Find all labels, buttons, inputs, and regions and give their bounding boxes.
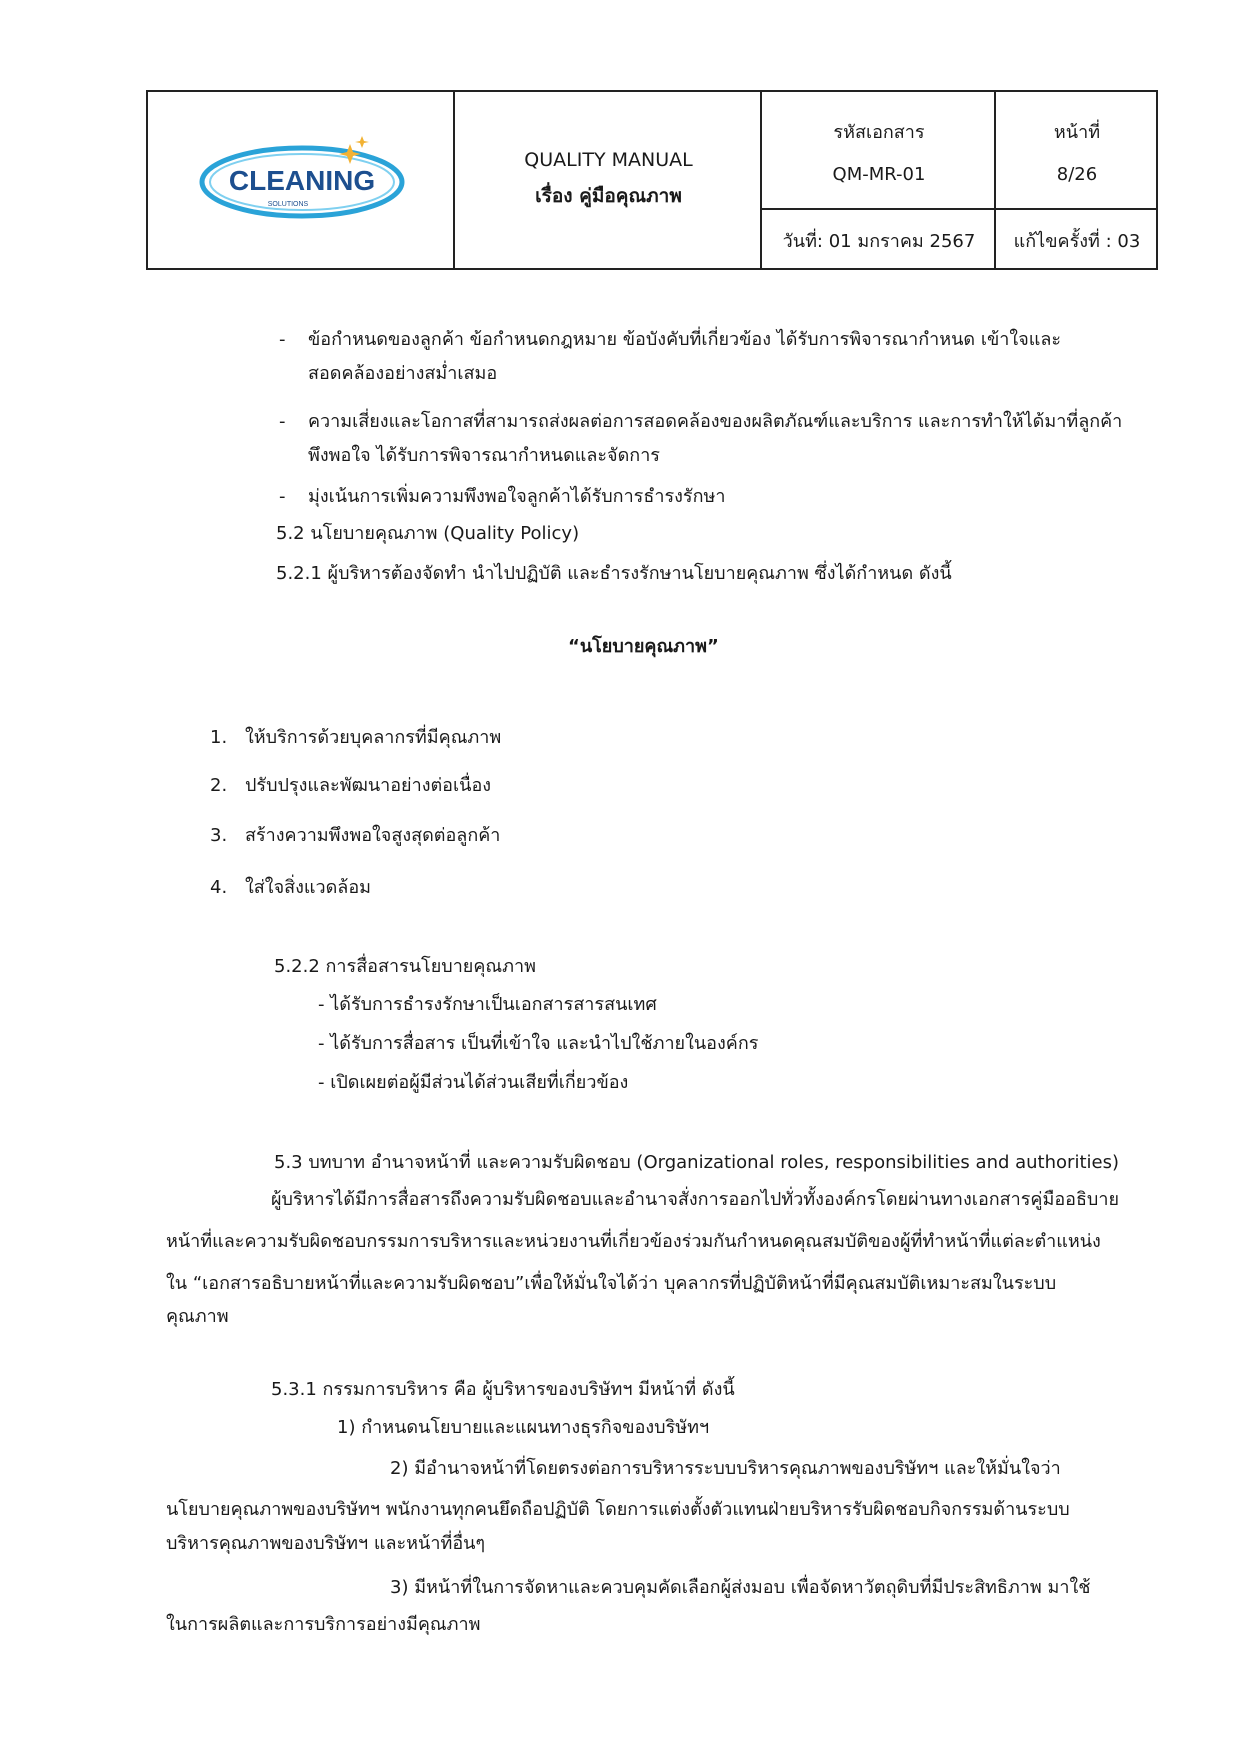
title-thai: เรื่อง คู่มือคุณภาพ (535, 185, 682, 207)
doc-code-value: QM-MR-01 (832, 164, 926, 185)
page-value: 8/26 (1056, 164, 1098, 185)
duty-2-line1: 2) มีอำนาจหน้าที่โดยตรงต่อการบริหารระบบบริหารคุณภาพของบริษัทฯ และให้มั่นใจว่า (390, 1458, 1061, 1479)
duty-1: 1) กำหนดนโยบายและแผนทางธุรกิจของบริษัทฯ (337, 1417, 710, 1438)
para-5-3-line3: ใน “เอกสารอธิบายหน้าที่และความรับผิดชอบ”เพื่อให้มั่นใจได้ว่า บุคลากรที่ปฏิบัติหน้าที่มีคุณสมบัติเหมาะสมในระบบ (166, 1273, 1057, 1294)
comm-item-1: - ได้รับการธำรงรักษาเป็นเอกสารสารสนเทศ (318, 994, 657, 1015)
doc-date-text: วันที่: 01 มกราคม 2567 (782, 230, 976, 252)
bullet-2-line2: พึงพอใจ ได้รับการพิจารณากำหนดและจัดการ (308, 445, 660, 466)
revision-cell (996, 210, 1158, 270)
comm-item-3: - เปิดเผยต่อผู้มีส่วนได้ส่วนเสียที่เกี่ยวข้อง (318, 1072, 629, 1093)
para-5-3-line4: คุณภาพ (166, 1306, 229, 1327)
page-number-cell (996, 92, 1158, 210)
logo-wordmark: CLEANING (228, 165, 375, 196)
bullet-1-line2: สอดคล้องอย่างสม่ำเสมอ (308, 363, 498, 384)
section-5-2-1: 5.2.1 ผู้บริหารต้องจัดทำ นำไปปฏิบัติ และธำรงรักษานโยบายคุณภาพ ซึ่งได้กำหนด ดังนี้ (276, 563, 952, 584)
cleaning-solutions-logo (192, 130, 412, 230)
policy-item-1: ให้บริการด้วยบุคลากรที่มีคุณภาพ (245, 727, 502, 748)
policy-number: 1. (210, 727, 228, 748)
title-english: QUALITY MANUAL (524, 149, 693, 171)
doc-code-label: รหัสเอกสาร (833, 122, 925, 143)
section-5-2-2: 5.2.2 การสื่อสารนโยบายคุณภาพ (274, 956, 536, 977)
duty-2-line3: บริหารคุณภาพของบริษัทฯ และหน้าที่อื่นๆ (166, 1533, 486, 1554)
policy-title: “นโยบายคุณภาพ” (568, 636, 719, 657)
bullet-dash: - (279, 486, 286, 507)
revision-text: แก้ไขครั้งที่ : 03 (1013, 230, 1141, 252)
duty-2-line2: นโยบายคุณภาพของบริษัทฯ พนักงานทุกคนยึดถือปฏิบัติ โดยการแต่งตั้งตัวแทนฝ่ายบริหารรับผิดชอบกิจกรรมด้านระบบ (166, 1499, 1070, 1520)
bullet-3-line1: มุ่งเน้นการเพิ่มความพึงพอใจลูกค้าได้รับการธำรงรักษา (308, 486, 726, 507)
policy-item-4: ใส่ใจสิ่งแวดล้อม (245, 877, 371, 898)
company-logo (148, 92, 455, 268)
page-label: หน้าที่ (1053, 122, 1101, 143)
section-5-3-1: 5.3.1 กรรมการบริหาร คือ ผู้บริหารของบริษัทฯ มีหน้าที่ ดังนี้ (271, 1379, 735, 1400)
section-5-3-heading: 5.3 บทบาท อำนาจหน้าที่ และความรับผิดชอบ (Organizational roles, responsibilities and authorities) (274, 1152, 1119, 1173)
bullet-dash: - (279, 411, 286, 432)
comm-item-2: - ได้รับการสื่อสาร เป็นที่เข้าใจ และนำไปใช้ภายในองค์กร (318, 1033, 759, 1054)
policy-item-3: สร้างความพึงพอใจสูงสุดต่อลูกค้า (245, 825, 501, 846)
document-header-table (146, 90, 1158, 270)
bullet-dash: - (279, 329, 286, 350)
sparkle-small-icon (355, 136, 369, 148)
bullet-2-line1: ความเสี่ยงและโอกาสที่สามารถส่งผลต่อการสอดคล้องของผลิตภัณฑ์และบริการ และการทำให้ได้มาที่ลูกค้า (308, 411, 1123, 432)
policy-number: 2. (210, 775, 228, 796)
para-5-3-line1: ผู้บริหารได้มีการสื่อสารถึงความรับผิดชอบและอำนาจสั่งการออกไปทั่วทั้งองค์กรโดยผ่านทางเอกสารคู่มืออธิบาย (271, 1189, 1120, 1210)
duty-3-line2: ในการผลิตและการบริการอย่างมีคุณภาพ (166, 1614, 481, 1635)
doc-code-cell (762, 92, 996, 210)
logo-subtext: SOLUTIONS (267, 201, 308, 208)
duty-3-line1: 3) มีหน้าที่ในการจัดหาและควบคุมคัดเลือกผู้ส่งมอบ เพื่อจัดหาวัตถุดิบที่มีประสิทธิภาพ มาใช้ (390, 1577, 1091, 1598)
policy-number: 4. (210, 877, 228, 898)
section-5-2-heading: 5.2 นโยบายคุณภาพ (Quality Policy) (276, 523, 580, 544)
policy-number: 3. (210, 825, 228, 846)
para-5-3-line2: หน้าที่และความรับผิดชอบกรรมการบริหารและหน่วยงานที่เกี่ยวข้องร่วมกันกำหนดคุณสมบัติของผู้ที่ทำหน้าที่แต่ละตำแหน่ง (166, 1231, 1101, 1252)
policy-item-2: ปรับปรุงและพัฒนาอย่างต่อเนื่อง (245, 775, 492, 796)
sparkle-icon (339, 144, 361, 164)
document-title (455, 92, 762, 268)
bullet-1-line1: ข้อกำหนดของลูกค้า ข้อกำหนดกฎหมาย ข้อบังคับที่เกี่ยวข้อง ได้รับการพิจารณากำหนด เข้าใจและ (308, 329, 1062, 350)
doc-date (762, 210, 996, 270)
